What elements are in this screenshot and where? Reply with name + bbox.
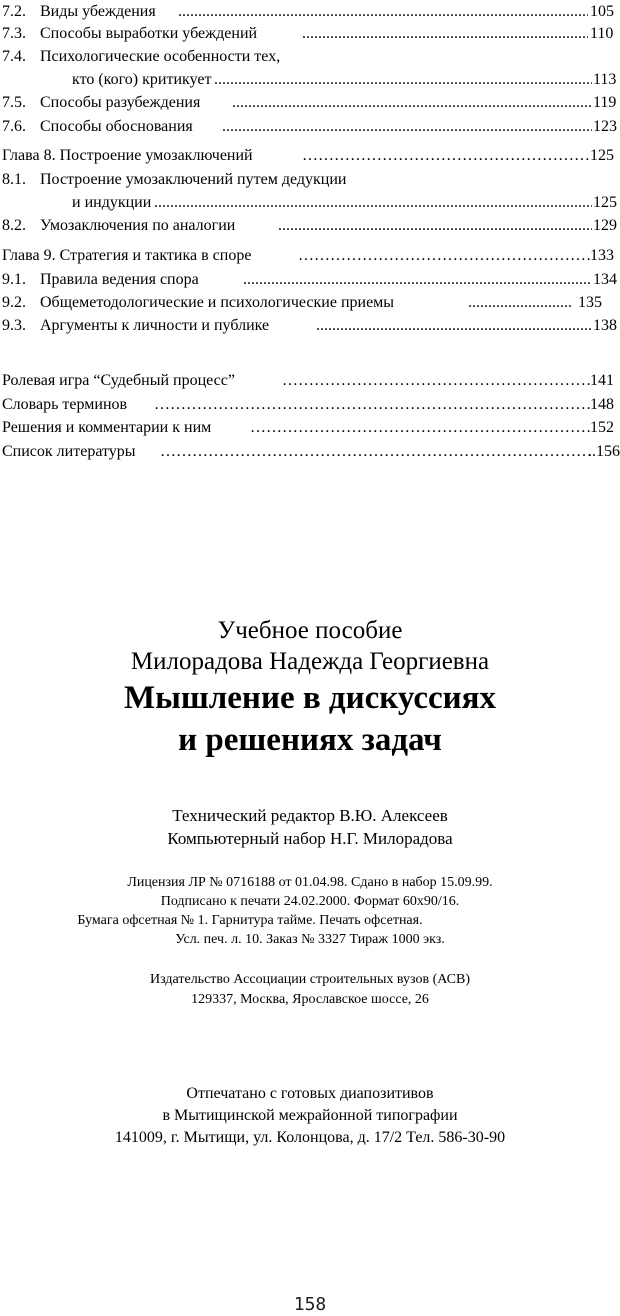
toc-entry-page: 119: [593, 94, 617, 111]
toc-entry: [0, 191, 620, 215]
toc-entry-title: Ролевая игра “Судебный процесс”: [2, 372, 235, 389]
toc-entry-page: 135: [578, 294, 602, 311]
toc-entry-title: и индукции: [72, 194, 152, 211]
toc-entry-number: 7.5.: [2, 94, 26, 111]
toc-entry-number: 7.4.: [2, 48, 26, 65]
license-line-4: Усл. печ. л. 10. Заказ № 3327 Тираж 1000 экз.: [175, 932, 445, 947]
toc-entry-number: 9.2.: [2, 294, 26, 311]
toc-entry-title: Психологические особенности тех,: [40, 48, 281, 65]
toc-entry-page: 125: [593, 194, 617, 211]
toc-entry-number: 7.3.: [2, 25, 26, 42]
toc-entry-page: 129: [593, 217, 617, 234]
toc-entry-title: Способы разубеждения: [40, 94, 201, 111]
toc-leader: [316, 314, 592, 338]
publisher-line-2: 129337, Москва, Ярославское шоссе, 26: [191, 992, 429, 1007]
toc-entry: [0, 0, 620, 24]
publisher-line-1: Издательство Ассоциации строительных вузов (АСВ): [150, 972, 470, 987]
toc-entry-page: 134: [593, 271, 617, 288]
toc-entry: [0, 115, 620, 139]
toc-entry-page: 152: [590, 419, 614, 436]
book-genre: Учебное пособие: [217, 617, 403, 644]
toc-leader: [302, 144, 590, 168]
toc-entry-title: Способы обоснования: [40, 118, 193, 135]
tech-editor: Технический редактор В.Ю. Алексеев: [172, 806, 448, 825]
toc-chapter: [0, 244, 620, 268]
toc-entry-page: 148: [590, 396, 614, 413]
toc-entry: [0, 45, 620, 69]
toc-entry-page: 138: [593, 317, 617, 334]
printer-line-2: в Мытищинской межрайонной типографии: [162, 1107, 458, 1124]
toc-entry-title: Аргументы к личности и публике: [40, 317, 270, 334]
toc-entry-title: кто (кого) критикует: [72, 71, 212, 88]
toc-leader: [282, 369, 590, 393]
toc-entry-number: 8.2.: [2, 217, 26, 234]
toc-leader: [154, 191, 592, 215]
toc-entry: [0, 91, 620, 115]
toc-leader: [302, 22, 588, 46]
toc-entry-title: Решения и комментарии к ним: [2, 419, 212, 436]
toc-chapter: [0, 393, 620, 417]
toc-entry-title: Построение умозаключений путем дедукции: [40, 171, 347, 188]
printer-line-1: Отпечатано с готовых диапозитивов: [186, 1085, 434, 1102]
book-title-line1: Мышление в дискуссиях: [124, 680, 496, 716]
toc-entry-page: 133: [590, 247, 614, 264]
toc-leader: [232, 91, 592, 115]
toc-entry: [0, 22, 620, 46]
typesetting-credit: Компьютерный набор Н.Г. Милорадова: [167, 829, 453, 848]
toc-entry: [0, 168, 620, 192]
toc-entry-title: Правила ведения спора: [40, 271, 199, 288]
toc-leader: [160, 440, 590, 464]
toc-leader: [468, 291, 572, 315]
book-author: Милорадова Надежда Георгиевна: [130, 648, 490, 675]
toc-leader: [178, 0, 588, 24]
toc-entry: [0, 214, 620, 238]
toc-chapter: [0, 369, 620, 393]
toc-entry-title: Умозаключения по аналогии: [40, 217, 236, 234]
toc-entry-page: 113: [593, 71, 617, 88]
toc-entry-title: Глава 9. Стратегия и тактика в споре: [2, 247, 252, 264]
toc-entry-number: 9.1.: [2, 271, 26, 288]
toc-entry-title: Список литературы: [2, 443, 136, 460]
toc-entry-number: 7.6.: [2, 118, 26, 135]
toc-leader: [298, 244, 590, 268]
toc-entry: [0, 314, 620, 338]
toc-entry-number: 9.3.: [2, 317, 26, 334]
toc-entry: [0, 68, 620, 92]
toc-entry: [0, 291, 620, 315]
toc-entry-page: 141: [590, 372, 614, 389]
toc-chapter: [0, 416, 620, 440]
toc-entry-title: Способы выработки убеждений: [40, 25, 258, 42]
toc-entry-page: 110: [590, 25, 614, 42]
toc-entry-number: 8.1.: [2, 171, 26, 188]
toc-chapter: [0, 144, 620, 168]
toc-entry-title: Глава 8. Построение умозаключений: [2, 147, 253, 164]
book-title-line2: и решениях задач: [178, 722, 442, 758]
toc-entry-title: Общеметодологические и психологические приемы: [40, 294, 395, 311]
toc-leader: [250, 416, 590, 440]
toc-entry-title: Словарь терминов: [2, 396, 128, 413]
toc-entry: [0, 268, 620, 292]
toc-leader: [243, 268, 592, 292]
license-line-3: Бумага офсетная № 1. Гарнитура тайме. Печать офсетная.: [77, 913, 423, 928]
toc-entry-page: 123: [593, 118, 617, 135]
toc-entry-page: 125: [590, 147, 614, 164]
license-line-1: Лицензия ЛР № 0716188 от 01.04.98. Сдано в набор 15.09.99.: [127, 875, 493, 890]
toc-entry-number: 7.2.: [2, 3, 26, 20]
page-number: 158: [293, 1294, 327, 1315]
toc-leader: [154, 393, 590, 417]
toc-entry-page: ..156: [588, 443, 620, 460]
license-line-2: Подписано к печати 24.02.2000. Формат 60x90/16.: [160, 894, 460, 909]
printer-line-3: 141009, г. Мытищи, ул. Колонцова, д. 17/2 Тел. 586-30-90: [114, 1129, 506, 1146]
toc-leader: [222, 115, 592, 139]
toc-entry-page: 105: [590, 3, 614, 20]
toc-chapter: [0, 440, 620, 464]
toc-entry-title: Виды убеждения: [40, 3, 156, 20]
toc-leader: [214, 68, 592, 92]
toc-leader: [278, 214, 592, 238]
